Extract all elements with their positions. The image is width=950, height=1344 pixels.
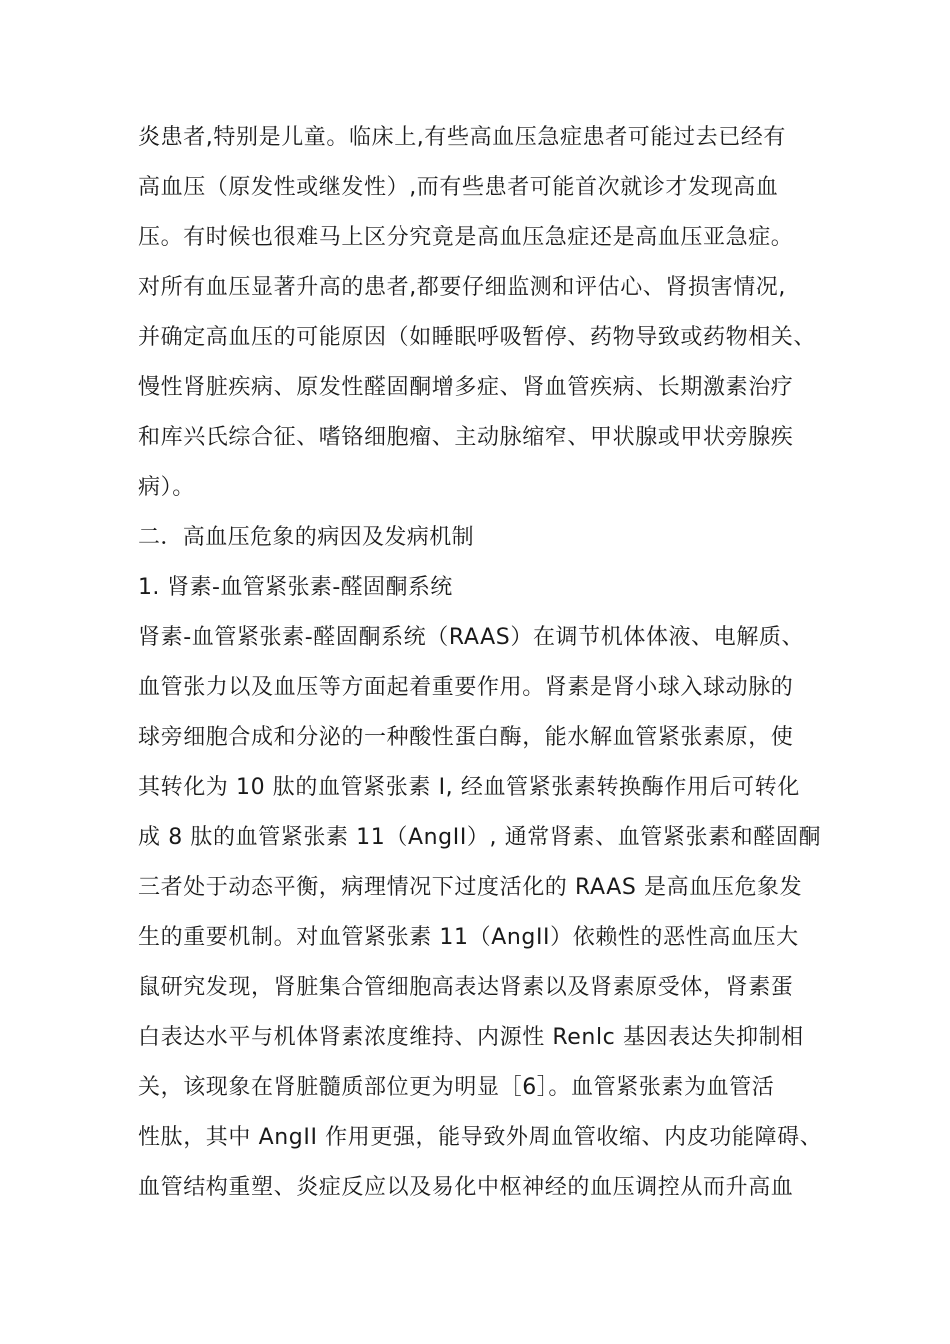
text-line: 成 8 肽的血管紧张素 11（AngII）, 通常肾素、血管紧张素和醛固酮: [138, 825, 822, 850]
text-line: 高血压（原发性或继发性）,而有些患者可能首次就诊才发现高血: [138, 175, 779, 200]
text-line: 白表达水平与机体肾素浓度维持、内源性 Renlc 基因表达失抑制相: [138, 1025, 804, 1050]
text-line: 球旁细胞合成和分泌的一种酸性蛋白酶，能水解血管紧张素原，使: [138, 725, 794, 750]
text-line: 和库兴氏综合征、嗜铬细胞瘤、主动脉缩窄、甲状腺或甲状旁腺疾: [138, 425, 794, 450]
body-text: [138, 113, 858, 1213]
text-line: 生的重要机制。对血管紧张素 11（AngII）依赖性的恶性高血压大: [138, 925, 799, 950]
text-line: 性肽，其中 AngII 作用更强，能导致外周血管收缩、内皮功能障碍、: [138, 1125, 823, 1150]
text-line: 关，该现象在肾脏髓质部位更为明显［6］。血管紧张素为血管活: [138, 1075, 775, 1100]
text-line: 血管结构重塑、炎症反应以及易化中枢神经的血压调控从而升高血: [138, 1175, 794, 1200]
text-line: 慢性肾脏疾病、原发性醛固酮增多症、肾血管疾病、长期激素治疗: [138, 375, 794, 400]
text-line: 三者处于动态平衡，病理情况下过度活化的 RAAS 是高血压危象发: [138, 875, 803, 900]
text-line: 对所有血压显著升高的患者,都要仔细监测和评估心、肾损害情况,: [138, 275, 786, 300]
text-line: 并确定高血压的可能原因（如睡眠呼吸暂停、药物导致或药物相关、: [138, 325, 817, 350]
subsection-heading: 1. 肾素-血管紧张素-醛固酮系统: [138, 575, 453, 600]
text-line: 炎患者,特别是儿童。临床上,有些高血压急症患者可能过去已经有: [138, 125, 786, 150]
text-line: 其转化为 10 肽的血管紧张素 I, 经血管紧张素转换酶作用后可转化: [138, 775, 800, 800]
text-line: 血管张力以及血压等方面起着重要作用。肾素是肾小球入球动脉的: [138, 675, 794, 700]
text-line: 病）。: [138, 475, 195, 500]
section-heading: 二．高血压危象的病因及发病机制: [138, 525, 475, 550]
text-line: 鼠研究发现，肾脏集合管细胞高表达肾素以及肾素原受体，肾素蛋: [138, 975, 794, 1000]
text-line: 压。有时候也很难马上区分究竟是高血压急症还是高血压亚急症。: [138, 225, 794, 250]
text-line: 肾素-血管紧张素-醛固酮系统（RAAS）在调节机体体液、电解质、: [138, 625, 805, 650]
